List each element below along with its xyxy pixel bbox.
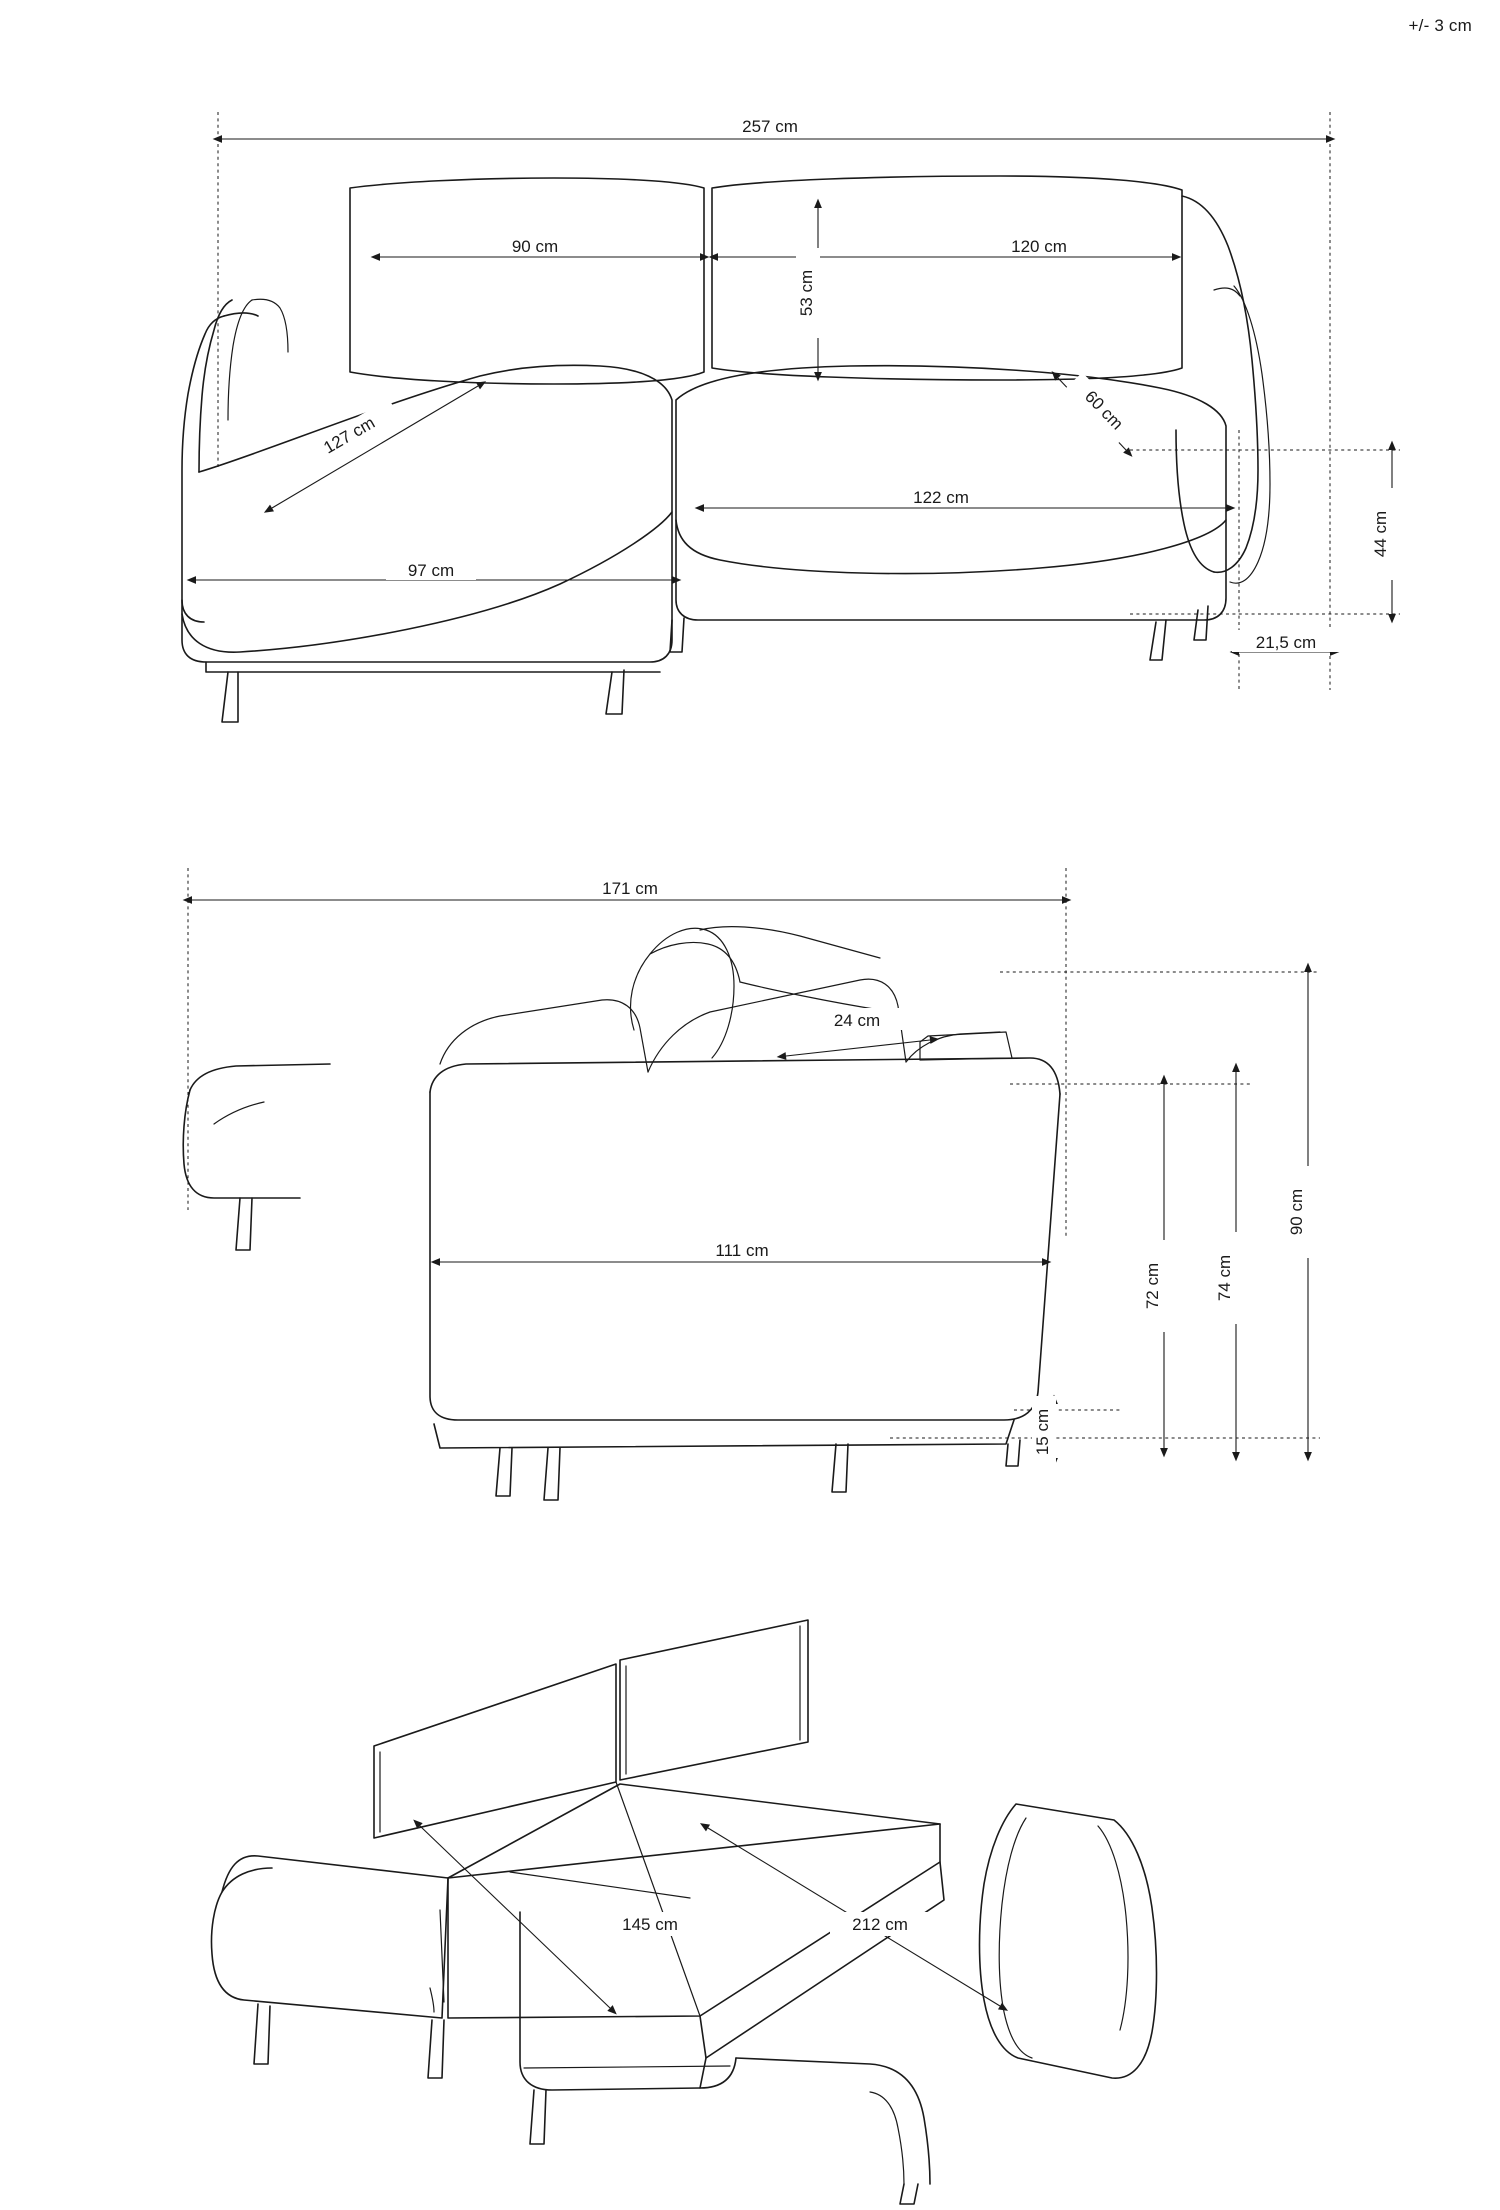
- dimension-label: 122 cm: [913, 488, 969, 507]
- dimension-seat-length: [440, 1238, 1042, 1262]
- dimension-label: 97 cm: [407, 561, 455, 580]
- view-front-sectional: [182, 112, 1400, 722]
- tolerance-note: +/- 3 cm: [1408, 16, 1472, 35]
- dimension-backrest-height: [796, 208, 820, 372]
- dimension-label: 120 cm: [1011, 237, 1067, 256]
- dimension-label: 90 cm: [1287, 1188, 1306, 1236]
- dimension-leg-height: [1032, 1396, 1056, 1470]
- dimension-label: 60 cm: [1081, 386, 1127, 434]
- dimension-total-height: [1286, 972, 1310, 1452]
- dimension-label: 44 cm: [1371, 510, 1390, 558]
- dimension-chaise-depth: [272, 386, 478, 508]
- dimension-label: 21,5 cm: [1255, 633, 1317, 652]
- dimension-label: 74 cm: [1215, 1254, 1234, 1302]
- dimension-label: 127 cm: [320, 413, 379, 458]
- dimension-cushion-thickness: [786, 1008, 930, 1056]
- dimension-label: 15 cm: [1033, 1408, 1052, 1456]
- dimension-label: 257 cm: [742, 117, 798, 136]
- extension-lines-side: [188, 868, 1320, 1438]
- sofa-outline-side: [183, 927, 1060, 1500]
- dimension-seat-height-back: [1142, 1084, 1166, 1448]
- dimension-side-total-length: [192, 876, 1062, 900]
- dimension-seat-depth-right: [1058, 372, 1135, 450]
- dimension-right-backrest-width: [718, 234, 1172, 257]
- dimension-chaise-width: [196, 558, 672, 580]
- dimension-armrest-height: [1370, 450, 1394, 614]
- dimension-label: 53 cm: [797, 269, 816, 317]
- extension-lines-front: [218, 112, 1400, 690]
- dimension-bed-width: [420, 1826, 700, 2008]
- dimension-left-backrest-width: [380, 234, 700, 257]
- dimension-label: 145 cm: [622, 1915, 678, 1934]
- dimension-seat-width-right: [704, 485, 1226, 508]
- dimension-label: 72 cm: [1143, 1262, 1162, 1310]
- dimension-label: 212 cm: [852, 1915, 908, 1934]
- dimension-back-height-mid: [1214, 1072, 1238, 1452]
- dimension-armrest-width: [1232, 630, 1340, 652]
- view-side: [183, 868, 1320, 1500]
- dimension-total-width: [222, 114, 1326, 139]
- dimension-label: 171 cm: [602, 879, 658, 898]
- view-bed-unfolded: [211, 1620, 1156, 2204]
- dimension-label: 24 cm: [833, 1011, 881, 1030]
- dimension-bed-length: [708, 1828, 1000, 2006]
- dimension-label: 90 cm: [511, 237, 559, 256]
- dimension-label: 111 cm: [715, 1241, 769, 1260]
